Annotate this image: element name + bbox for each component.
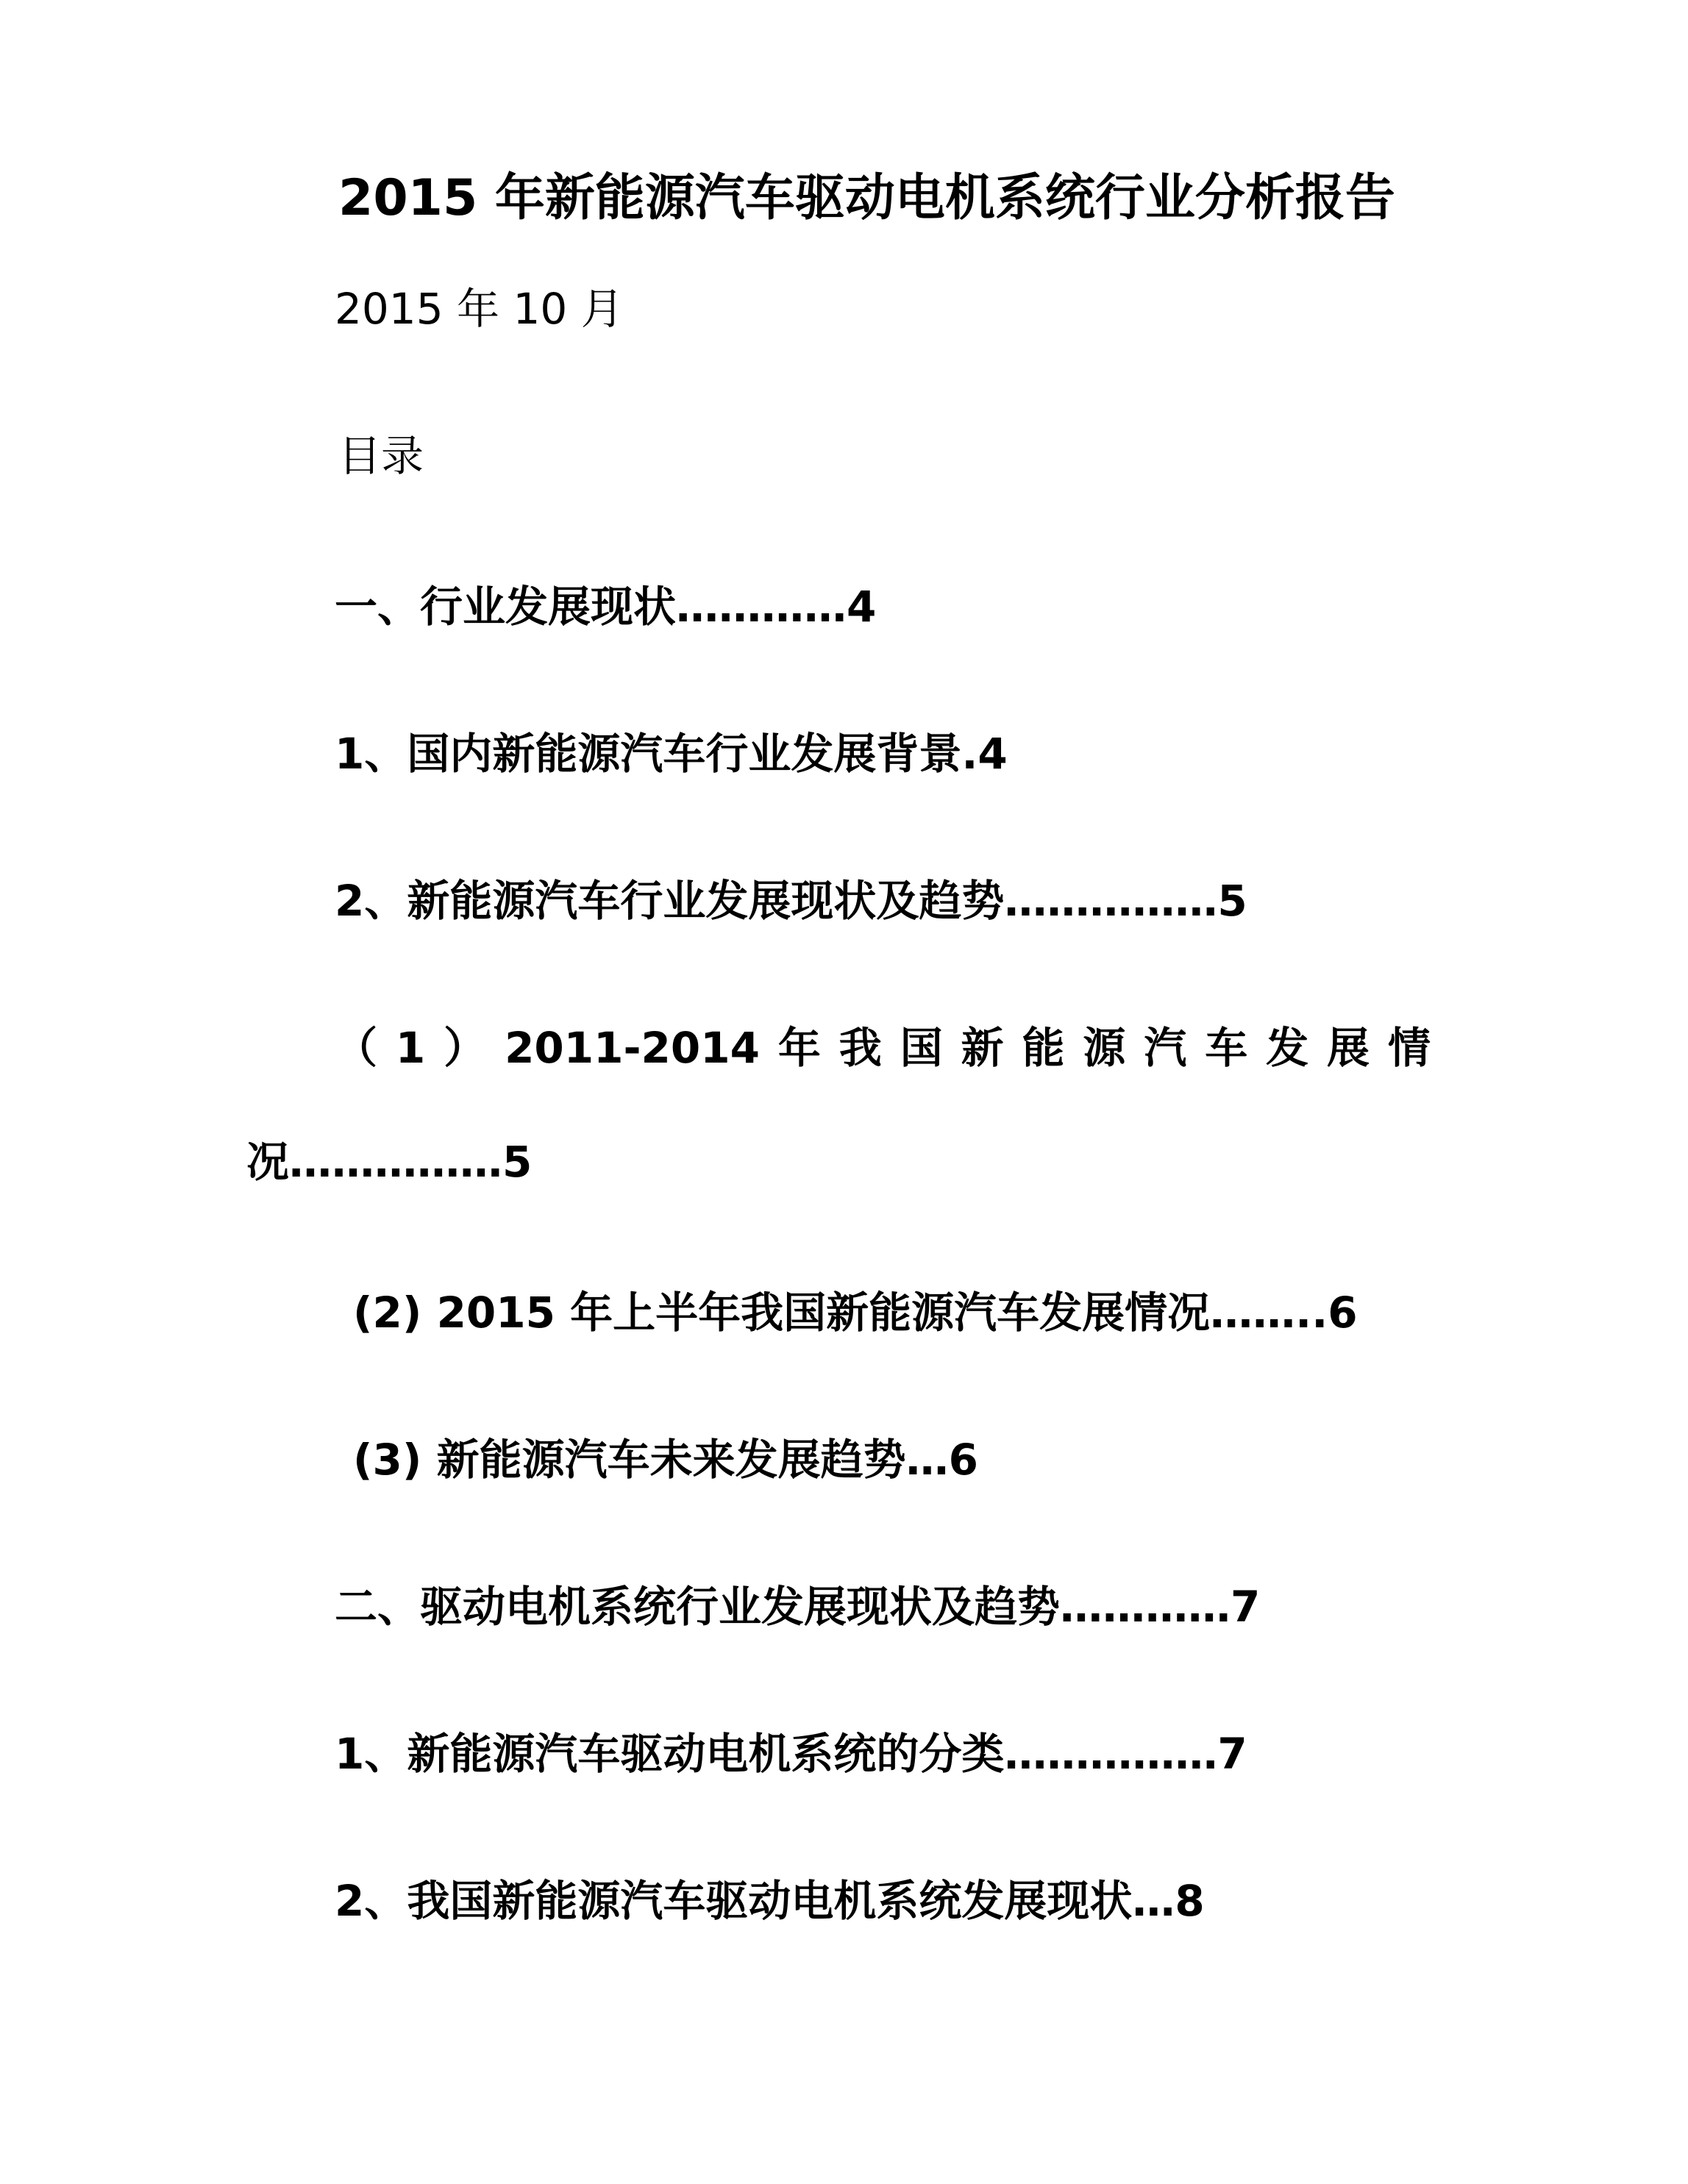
justified-glyph: 展	[1327, 1023, 1370, 1073]
justified-glyph: 源	[1083, 1023, 1126, 1073]
justified-glyph: 新	[961, 1023, 1004, 1073]
toc-entry-justified	[335, 1022, 1431, 1074]
justified-glyph: 发	[1266, 1023, 1309, 1073]
toc-entry: 2、我国新能源汽车驱动电机系统发展现状…8	[335, 1876, 1205, 1926]
justified-glyph: 1	[395, 1023, 426, 1073]
justified-glyph: 情	[1387, 1023, 1431, 1073]
justified-glyph: （	[335, 1023, 378, 1073]
document-date: 2015 年 10 月	[335, 284, 624, 334]
toc-entry: 2、新能源汽车行业发展现状及趋势……………5	[335, 876, 1247, 926]
toc-entry: (2) 2015 年上半年我国新能源汽车发展情况……..6	[353, 1288, 1358, 1338]
justified-glyph: 车	[1205, 1023, 1248, 1073]
justified-glyph: 2011-2014	[505, 1023, 760, 1073]
toc-entry: 1、新能源汽车驱动电机系统的分类……………7	[335, 1729, 1247, 1779]
toc-entry-continuation: 况……………5	[246, 1137, 533, 1187]
justified-glyph: 年	[777, 1023, 821, 1073]
document-title: 2015 年新能源汽车驱动电机系统行业分析报告	[338, 169, 1395, 227]
justified-glyph: ）	[444, 1023, 487, 1073]
justified-glyph: 汽	[1144, 1023, 1187, 1073]
justified-glyph: 能	[1022, 1023, 1065, 1073]
toc-entry: 二、驱动电机系统行业发展现状及趋势…………7	[335, 1582, 1261, 1632]
toc-entry: (3) 新能源汽车未来发展趋势…6	[353, 1435, 978, 1485]
toc-entry: 一、行业发展现状…………4	[335, 582, 877, 632]
toc-entry: 1、国内新能源汽车行业发展背景.4	[335, 729, 1008, 779]
toc-heading: 目录	[338, 431, 424, 481]
justified-glyph: 我	[838, 1023, 882, 1073]
justified-glyph: 国	[900, 1023, 943, 1073]
